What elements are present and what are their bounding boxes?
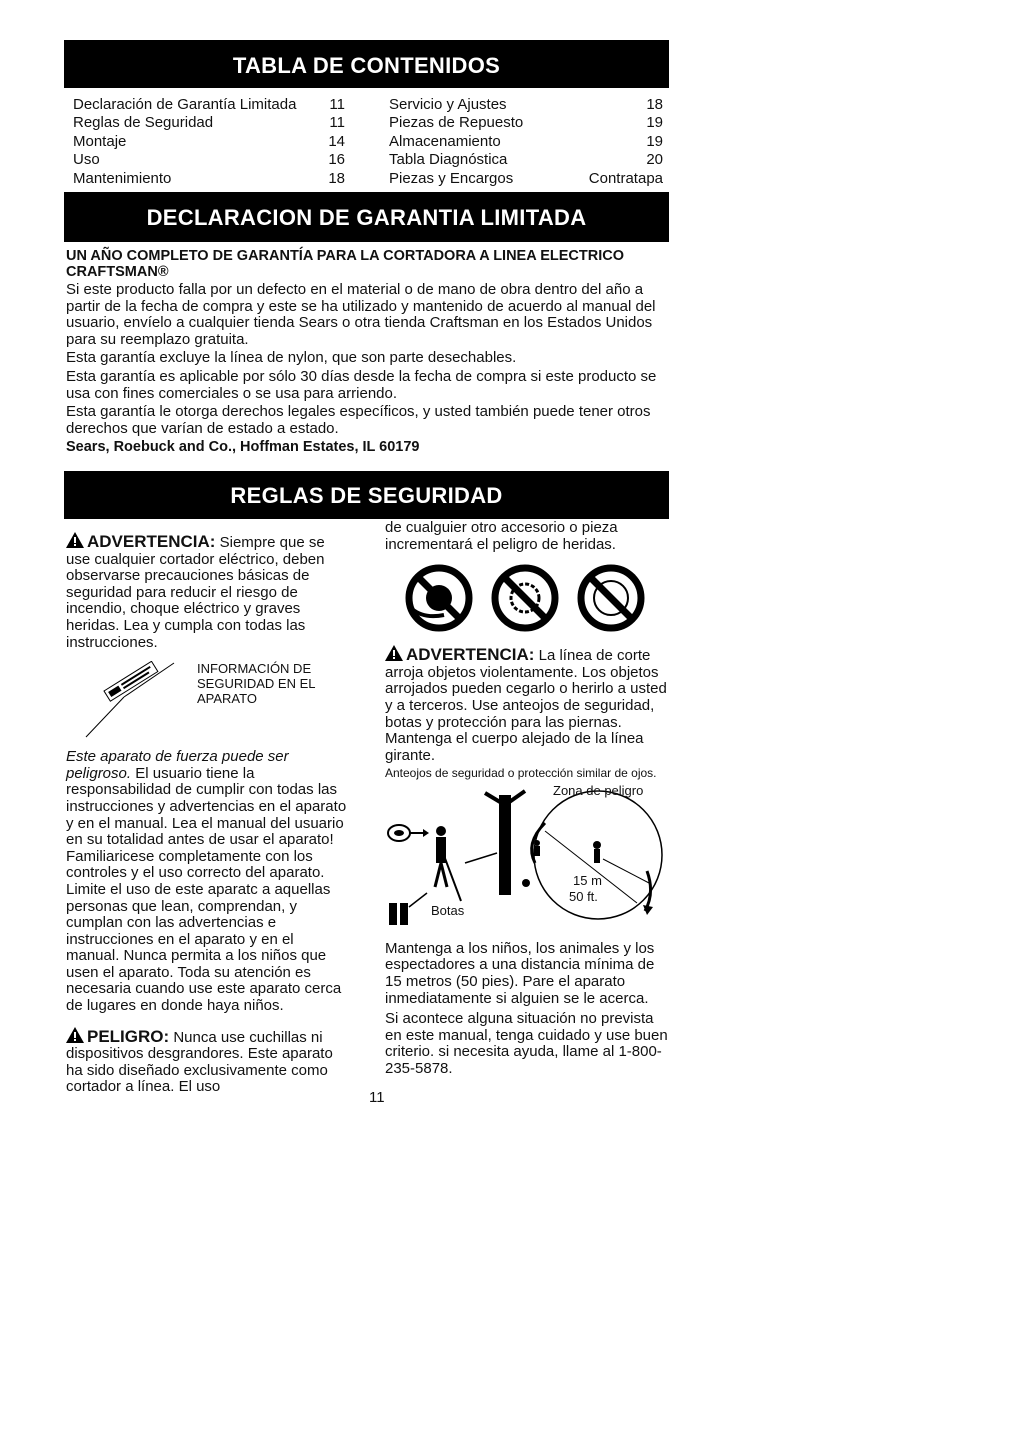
toc-entry-label: Uso: [73, 151, 100, 169]
toc-entry: [389, 114, 663, 132]
warning-triangle-icon: [66, 532, 84, 548]
danger-block: [66, 749, 348, 1015]
warranty-paragraph: Si este producto falla por un defecto en el material o de mano de obra dentro del año a partir de la fecha de compra y este se ha utilizado y mantenido de acuerdo al manual del usuario, envíelo a cualquier tienda Sears o otra tienda Craftsman en los Estados Unidos para su reemplazo gratuita.: [66, 281, 656, 348]
warning-title: ADVERTENCIA:: [87, 532, 216, 551]
warranty-heading: UN AÑO COMPLETO DE GARANTÍA PARA LA CORTADORA A LINEA ELECTRICO CRAFTSMAN®: [66, 248, 624, 280]
toc-title: TABLA DE CONTENIDOS: [232, 53, 501, 78]
toc-entry: [389, 96, 663, 114]
safety-title: REGLAS DE SEGURIDAD: [230, 483, 503, 508]
toc-entry-page: 14: [328, 132, 345, 150]
no-blade-spool-icon: [404, 563, 474, 633]
boots-label: Botas: [431, 902, 465, 918]
warning-block-2: [385, 645, 669, 764]
warranty-paragraph: Esta garantía excluye la línea de nylon, que son parte desechables.: [66, 349, 517, 367]
toc-entry-label: Declaración de Garantía Limitada: [73, 96, 297, 113]
toc-entry: [73, 96, 345, 114]
distance-meters-label: 15 m: [573, 872, 602, 888]
toc-entry-label: Mantenimiento: [73, 169, 172, 187]
toc-entry: [389, 170, 663, 188]
toc-left-column: [73, 96, 345, 188]
toc-entry: [73, 133, 345, 151]
peligro-title: PELIGRO:: [87, 1026, 170, 1046]
toc-entry-label: Montaje: [73, 132, 127, 150]
toc-entry-page: 20: [646, 151, 663, 169]
no-saw-blade-icon: [490, 563, 560, 633]
toc-entry-label: Reglas de Seguridad: [73, 114, 214, 132]
danger-zone-illustration-icon: [385, 783, 669, 933]
toc-entry-label: Almacenamiento: [389, 132, 501, 150]
toc-entry-page: 11: [329, 114, 345, 132]
toc-entry-page: 18: [646, 96, 663, 113]
warranty-company: Sears, Roebuck and Co., Hoffman Estates, IL 60179: [66, 439, 420, 456]
toc-entry-page: 16: [328, 151, 345, 169]
toc-entry-label: Tabla Diagnóstica: [389, 151, 508, 169]
distance-feet-label: 50 ft.: [569, 888, 598, 904]
continued-text: de cualguier otro accesorio o pieza incrementará el peligro de heridas.: [385, 519, 618, 553]
safety-label-figure: [66, 661, 348, 743]
help-text: Si acontece alguna situación no prevista en este manual, tenga cuidado y use buen criterio. si necesita ayuda, llame al 1-800-235-5878.: [385, 1010, 668, 1077]
toc-entry-label: Servicio y Ajustes: [389, 96, 507, 113]
danger-zone-diagram: [385, 783, 669, 933]
warranty-title: DECLARACION DE GARANTIA LIMITADA: [146, 205, 587, 230]
danger-italic: Este aparato de fuerza puede ser peligroso.: [66, 748, 289, 782]
toc-entry: [73, 151, 345, 169]
warning-triangle-icon: [385, 645, 403, 661]
safety-label-caption: INFORMACIÓN DE SEGURIDAD EN EL APARATO: [197, 661, 315, 707]
toc-entry-page: 18: [328, 169, 345, 187]
keep-away-text: Mantenga a los niños, los animales y los espectadores a una distancia mínima de 15 metros (50 pies). Pare el aparato inmediatamente si alguien se le acerca.: [385, 939, 655, 1007]
toc-entry-page: 19: [646, 114, 663, 132]
safety-label-illustration-icon: [66, 661, 196, 741]
danger-text: El usuario tiene la responsabilidad de cumplir con todas las instrucciones y advertencias en el aparato y en el manual. Lea el manual del usuario en su totalidad antes de usar el aparato! Familiaricese completamente con los controles y el uso correcto del aparato. Limite el uso de este aparatc a aquellas personas que lean, comprendan, y cumplan con las advertencias e instrucciones en el aparato y en el manual. Nunca permita a los niños que usen el aparato. Toda su atención es necesaria cuando use este aparato cerca de lugares en donde haya niños.: [66, 764, 347, 1015]
warranty-paragraph: Esta garantía le otorga derechos legales específicos, y usted también puede tener otros derechos que varían de estado a estado.: [66, 403, 651, 437]
toc-entry-page: Contratapa: [588, 169, 663, 187]
toc-entry-label: Piezas y Encargos: [389, 169, 514, 187]
warning-text: La línea de corte arroja objetos violentamente. Los objetos arrojados pueden cegarlo o herirlo a usted y a terceros. Use anteojos de seguridad, botas y protección para las piernas. Mantenga el cuerpo alejado de la línea girante.: [385, 647, 667, 764]
peligro-block: [66, 1027, 348, 1096]
warranty-title-bar: [64, 192, 669, 242]
toc-entry: [389, 151, 663, 169]
warning-triangle-icon: [66, 1027, 84, 1043]
toc-entry: [73, 170, 345, 188]
warning-text: Siempre que se use cualquier cortador eléctrico, deben observarse precauciones básicas de seguridad para reducir el riesgo de incendio, choque eléctrico y graves heridas. Lea y cumpla con todas las instrucciones.: [66, 534, 325, 651]
page-number: 11: [369, 1089, 385, 1106]
warranty-section: [66, 248, 666, 458]
warning-block: [66, 532, 348, 651]
toc-entry-page: 11: [329, 96, 345, 113]
safety-title-bar: [64, 471, 669, 519]
toc-entry: [73, 114, 345, 132]
safety-left-column: [66, 532, 348, 1096]
safety-right-column: [385, 520, 669, 1078]
toc-entry-label: Piezas de Repuesto: [389, 114, 524, 132]
warranty-paragraph: Esta garantía es aplicable por sólo 30 días desde la fecha de compra si este producto se usa con fines comerciales o se usa para arriendo.: [66, 367, 657, 402]
no-circular-blade-icon: [576, 563, 646, 633]
prohibited-attachments-row: [385, 563, 669, 633]
danger-zone-label: Zona de peligro: [553, 782, 644, 798]
toc-entry-page: 19: [646, 132, 663, 150]
toc-title-bar: [64, 40, 669, 88]
eyewear-caption: Anteojos de seguridad o protección similar de ojos.: [385, 766, 657, 781]
warning-title: ADVERTENCIA:: [406, 645, 535, 665]
toc-entry: [389, 133, 663, 151]
toc-right-column: [389, 96, 663, 188]
peligro-text: Nunca use cuchillas ni dispositivos desgrandores. Este aparato ha sido diseñado exclusivamente como cortador a línea. El uso: [66, 1028, 333, 1096]
